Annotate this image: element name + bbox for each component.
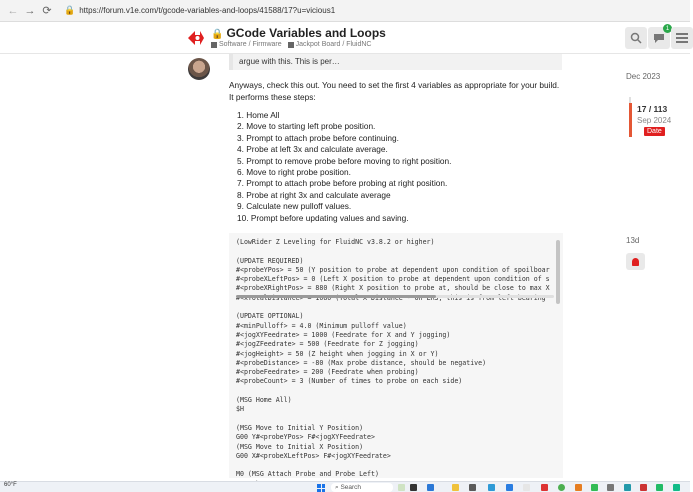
app-icon[interactable]: [523, 484, 530, 491]
app-icon[interactable]: [398, 484, 405, 491]
code-line: #<probeXRightPos> = 880 (Right X position to probe at, should be close to max X: [236, 284, 550, 293]
list-item: 10. Prompt before updating values and saving.: [237, 212, 409, 223]
app-icon[interactable]: [469, 484, 476, 491]
topic-title-container[interactable]: [211, 26, 386, 40]
code-line: [236, 415, 563, 424]
code-line: $H: [236, 405, 244, 414]
list-item: 4. Probe at left 3x and calculate average.: [237, 144, 388, 155]
list-item: 2. Move to starting left probe position.: [237, 121, 376, 132]
code-line: [236, 303, 563, 312]
timeline-handle[interactable]: [629, 103, 632, 137]
folder-icon[interactable]: [452, 484, 459, 491]
menu-icon: [676, 33, 688, 43]
app-icon[interactable]: [607, 484, 614, 491]
windows-start-icon[interactable]: [317, 484, 325, 492]
list-item: 7. Prompt to attach probe before probing at right position.: [237, 178, 448, 189]
lock-icon: 🔒: [64, 5, 76, 15]
category-color-swatch: [288, 42, 294, 48]
search-icon: ⌕: [335, 484, 341, 491]
code-line: [236, 387, 563, 396]
app-icon[interactable]: [624, 484, 631, 491]
code-line: #<minPulloff> = 4.0 (Minimum pulloff value): [236, 321, 407, 330]
forward-button[interactable]: →: [24, 4, 36, 17]
category-color-swatch: [211, 42, 217, 48]
taskbar-search[interactable]: [331, 483, 393, 492]
app-icon[interactable]: [427, 484, 434, 491]
app-icon[interactable]: [575, 484, 582, 491]
app-icon[interactable]: [506, 484, 513, 491]
code-line: #<probeDistance> = -80 (Max probe distance, should be negative): [236, 358, 487, 367]
topic-title[interactable]: GCode Variables and Loops: [226, 26, 386, 40]
address-bar[interactable]: https://forum.v1e.com/t/gcode-variables-and-loops/41588/17?u=vicious1: [79, 6, 336, 15]
search-icon: [630, 32, 642, 44]
notification-badge: 1: [663, 24, 672, 33]
subcategory-link[interactable]: Jackpot Board / FluidNC: [295, 41, 372, 48]
list-item: 6. Move to right probe position.: [237, 167, 351, 178]
chat-button[interactable]: [648, 27, 670, 49]
bell-icon: [632, 258, 639, 266]
chat-icon: [653, 33, 665, 44]
code-vertical-scrollbar[interactable]: [556, 240, 560, 470]
app-icon[interactable]: [591, 484, 598, 491]
code-line: #<probeFeedrate> = 200 (Feedrate when probing): [236, 368, 419, 377]
site-header: [0, 22, 690, 54]
list-item: 3. Prompt to attach probe before continuing.: [237, 132, 399, 143]
timeline-date-badge[interactable]: Date: [644, 127, 665, 136]
category-link[interactable]: Software / Firmware: [219, 41, 282, 48]
quote-block: argue with this. This is per…: [229, 54, 562, 70]
app-icon[interactable]: [673, 484, 680, 491]
code-block[interactable]: [229, 233, 563, 478]
code-line: (UPDATE OPTIONAL): [236, 312, 304, 321]
closed-lock-icon: 🔒: [211, 29, 224, 40]
v1e-logo[interactable]: [186, 28, 206, 48]
app-icon[interactable]: [640, 484, 647, 491]
search-placeholder: Search: [340, 484, 362, 491]
code-line: #<jogZFeedrate> = 500 (Feedrate for Z jogging): [236, 340, 419, 349]
timeline-end-label[interactable]: 13d: [626, 236, 640, 245]
app-icon[interactable]: [488, 484, 495, 491]
scrollbar-thumb[interactable]: [556, 240, 560, 304]
code-horizontal-scrollbar[interactable]: [236, 295, 554, 298]
list-item: 5. Prompt to remove probe before moving to right position.: [237, 155, 452, 166]
code-line: #<probeYPos> = 50 (Y position to probe at dependent upon condition of spoilboar: [236, 265, 550, 274]
windows-taskbar: [0, 481, 690, 492]
code-line: G00 Y#<probeYPos> F#<jogXYFeedrate>: [236, 433, 375, 442]
user-avatar[interactable]: [188, 58, 210, 80]
list-item: 1. Home All: [237, 110, 280, 120]
code-line: M0 (MSG Attach Probe and Probe Left): [236, 470, 379, 479]
list-item: 9. Calculate new pulloff values.: [237, 201, 352, 212]
code-line: (MSG Move to Initial X Position): [236, 442, 364, 451]
hamburger-menu-button[interactable]: [671, 27, 693, 49]
code-line: (MSG Move to Initial Y Position): [236, 423, 364, 432]
code-line: #<probeXLeftPos> = 0 (Left X position to probe at dependent upon condition of s: [236, 275, 550, 284]
timeline-current-date: Sep 2024: [637, 116, 672, 125]
list-item: 8. Probe at right 3x and calculate average: [237, 189, 391, 200]
back-button[interactable]: ←: [7, 4, 19, 17]
browser-toolbar: [0, 0, 690, 22]
reload-button[interactable]: ⟳: [42, 5, 52, 17]
notification-level-button[interactable]: [626, 253, 645, 270]
code-line: (MSG Home All): [236, 396, 292, 405]
app-icon[interactable]: [656, 484, 663, 491]
timeline-position: 17 / 113: [637, 104, 668, 114]
post-intro-text: Anyways, check this out. You need to set the first 4 variables as appropriate for your build. It performs these steps:: [229, 80, 560, 102]
steps-list: [237, 110, 451, 224]
category-breadcrumb: [211, 41, 372, 48]
code-line: #<probeCount> = 3 (Number of times to probe on each side): [236, 377, 463, 386]
code-line: #<jogHeight> = 50 (Z height when jogging in X or Y): [236, 349, 439, 358]
scrollbar-thumb[interactable]: [236, 295, 436, 298]
timeline-start-date[interactable]: Dec 2023: [626, 72, 661, 81]
code-line: [236, 247, 563, 256]
code-line: [236, 461, 563, 470]
search-button[interactable]: [625, 27, 647, 49]
app-icon[interactable]: [541, 484, 548, 491]
code-line: #<jogXYFeedrate> = 1000 (Feedrate for X and Y jogging): [236, 330, 451, 339]
app-icon[interactable]: [410, 484, 417, 491]
code-line: (UPDATE REQUIRED): [236, 256, 304, 265]
chrome-icon[interactable]: [558, 484, 565, 491]
weather-widget[interactable]: 60°F: [4, 482, 17, 488]
code-line: G00 X#<probeXLeftPos> F#<jogXYFeedrate>: [236, 451, 391, 460]
code-line: (LowRider Z Leveling for FluidNC v3.8.2 or higher): [236, 238, 435, 246]
